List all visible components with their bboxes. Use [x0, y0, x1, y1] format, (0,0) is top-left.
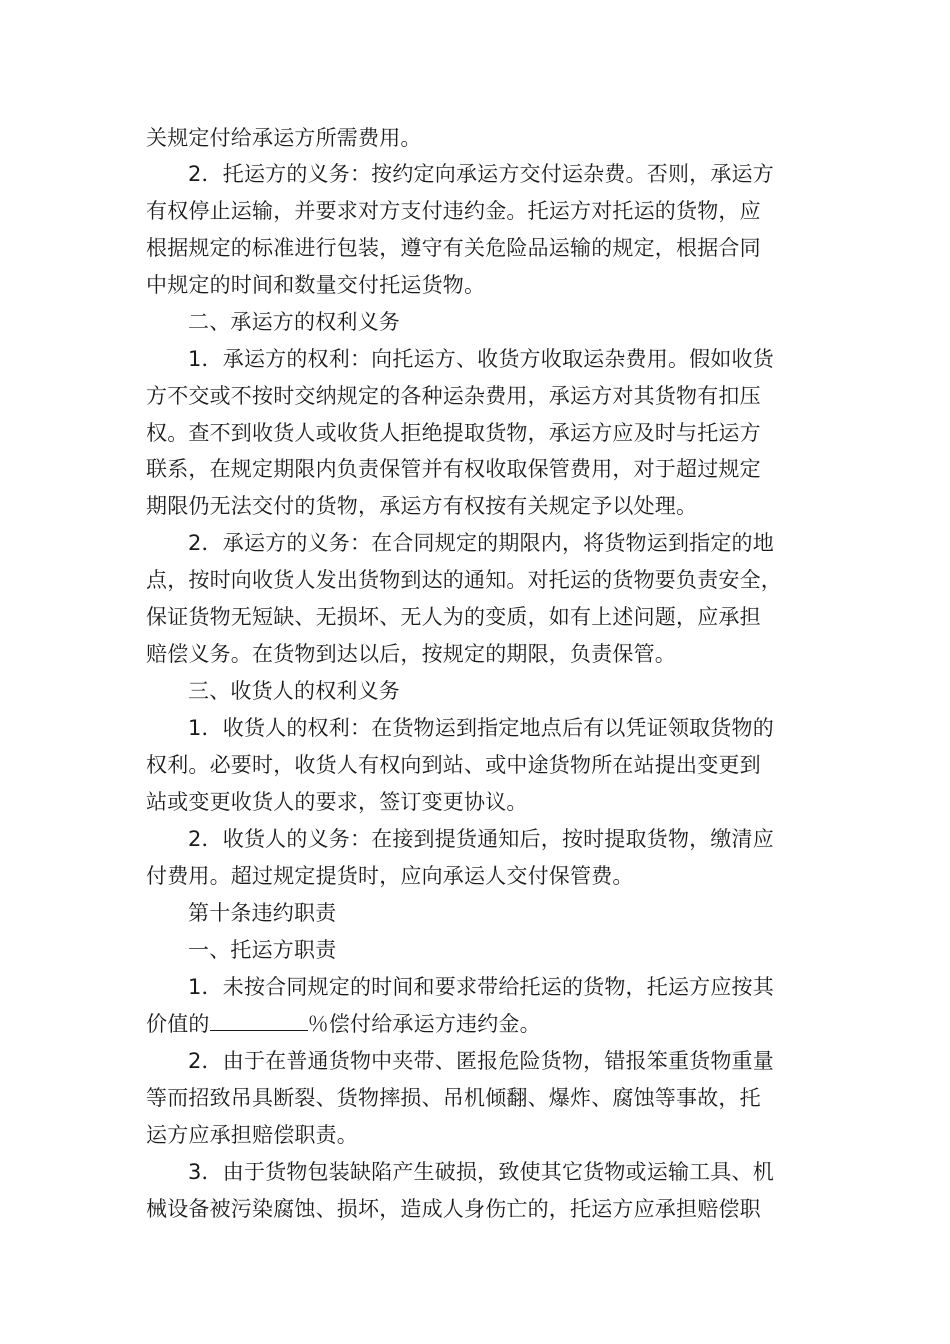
section-heading: 一、托运方职责	[188, 938, 337, 962]
paragraph-line: 中规定的时间和数量交付托运货物。	[146, 273, 486, 297]
paragraph-line: 1．未按合同规定的时间和要求带给托运的货物，托运方应按其	[188, 975, 774, 999]
paragraph-line: 方不交或不按时交纳规定的各种运杂费用，承运方对其货物有扣压	[146, 384, 761, 408]
paragraph-line: 权利。必要时，收货人有权向到站、或中途货物所在站提出变更到	[146, 753, 761, 777]
blank-underline	[210, 1008, 308, 1031]
paragraph-line: 关规定付给承运方所需费用。	[146, 126, 422, 150]
paragraph-line: 1．收货人的权利：在货物运到指定地点后有以凭证领取货物的	[188, 716, 774, 740]
article-heading: 第十条违约职责	[188, 901, 337, 925]
section-heading: 二、承运方的权利义务	[188, 310, 400, 334]
section-heading: 三、收货人的权利义务	[188, 679, 400, 703]
fill-in-line	[146, 1006, 826, 1042]
fill-in-suffix: ％偿付给承运方违约金。	[307, 1012, 541, 1036]
paragraph-line: 2．托运方的义务：按约定向承运方交付运杂费。否则，承运方	[188, 162, 774, 186]
paragraph-line: 权。查不到收货人或收货人拒绝提取货物，承运方应及时与托运方	[146, 421, 761, 445]
paragraph-line: 械设备被污染腐蚀、损坏，造成人身伤亡的，托运方应承担赔偿职	[146, 1197, 761, 1221]
paragraph-line: 站或变更收货人的要求，签订变更协议。	[146, 790, 528, 814]
paragraph-line: 联系，在规定期限内负责保管并有权收取保管费用，对于超过规定	[146, 457, 761, 481]
fill-in-prefix: 价值的	[146, 1012, 210, 1036]
paragraph-line: 等而招致吊具断裂、货物摔损、吊机倾翻、爆炸、腐蚀等事故，托	[146, 1086, 761, 1110]
paragraph-line: 1．承运方的权利：向托运方、收货方收取运杂费用。假如收货	[188, 347, 774, 371]
paragraph-line: 3．由于货物包装缺陷产生破损，致使其它货物或运输工具、机	[188, 1160, 774, 1184]
paragraph-line: 2．由于在普通货物中夹带、匿报危险货物，错报笨重货物重量	[188, 1049, 774, 1073]
paragraph-line: 点，按时向收货人发出货物到达的通知。对托运的货物要负责安全，	[146, 568, 782, 592]
paragraph-line: 2．承运方的义务：在合同规定的期限内，将货物运到指定的地	[188, 531, 774, 555]
paragraph-line: 保证货物无短缺、无损坏、无人为的变质，如有上述问题，应承担	[146, 605, 761, 629]
paragraph-line: 赔偿义务。在货物到达以后，按规定的期限，负责保管。	[146, 642, 676, 666]
paragraph-line: 2．收货人的义务：在接到提货通知后，按时提取货物，缴清应	[188, 827, 774, 851]
paragraph-line: 期限仍无法交付的货物，承运方有权按有关规定予以处理。	[146, 494, 698, 518]
paragraph-line: 运方应承担赔偿职责。	[146, 1123, 358, 1147]
paragraph-line: 根据规定的标准进行包装，遵守有关危险品运输的规定，根据合同	[146, 236, 761, 260]
paragraph-line: 付费用。超过规定提货时，应向承运人交付保管费。	[146, 864, 634, 888]
paragraph-line: 有权停止运输，并要求对方支付违约金。托运方对托运的货物，应	[146, 199, 761, 223]
